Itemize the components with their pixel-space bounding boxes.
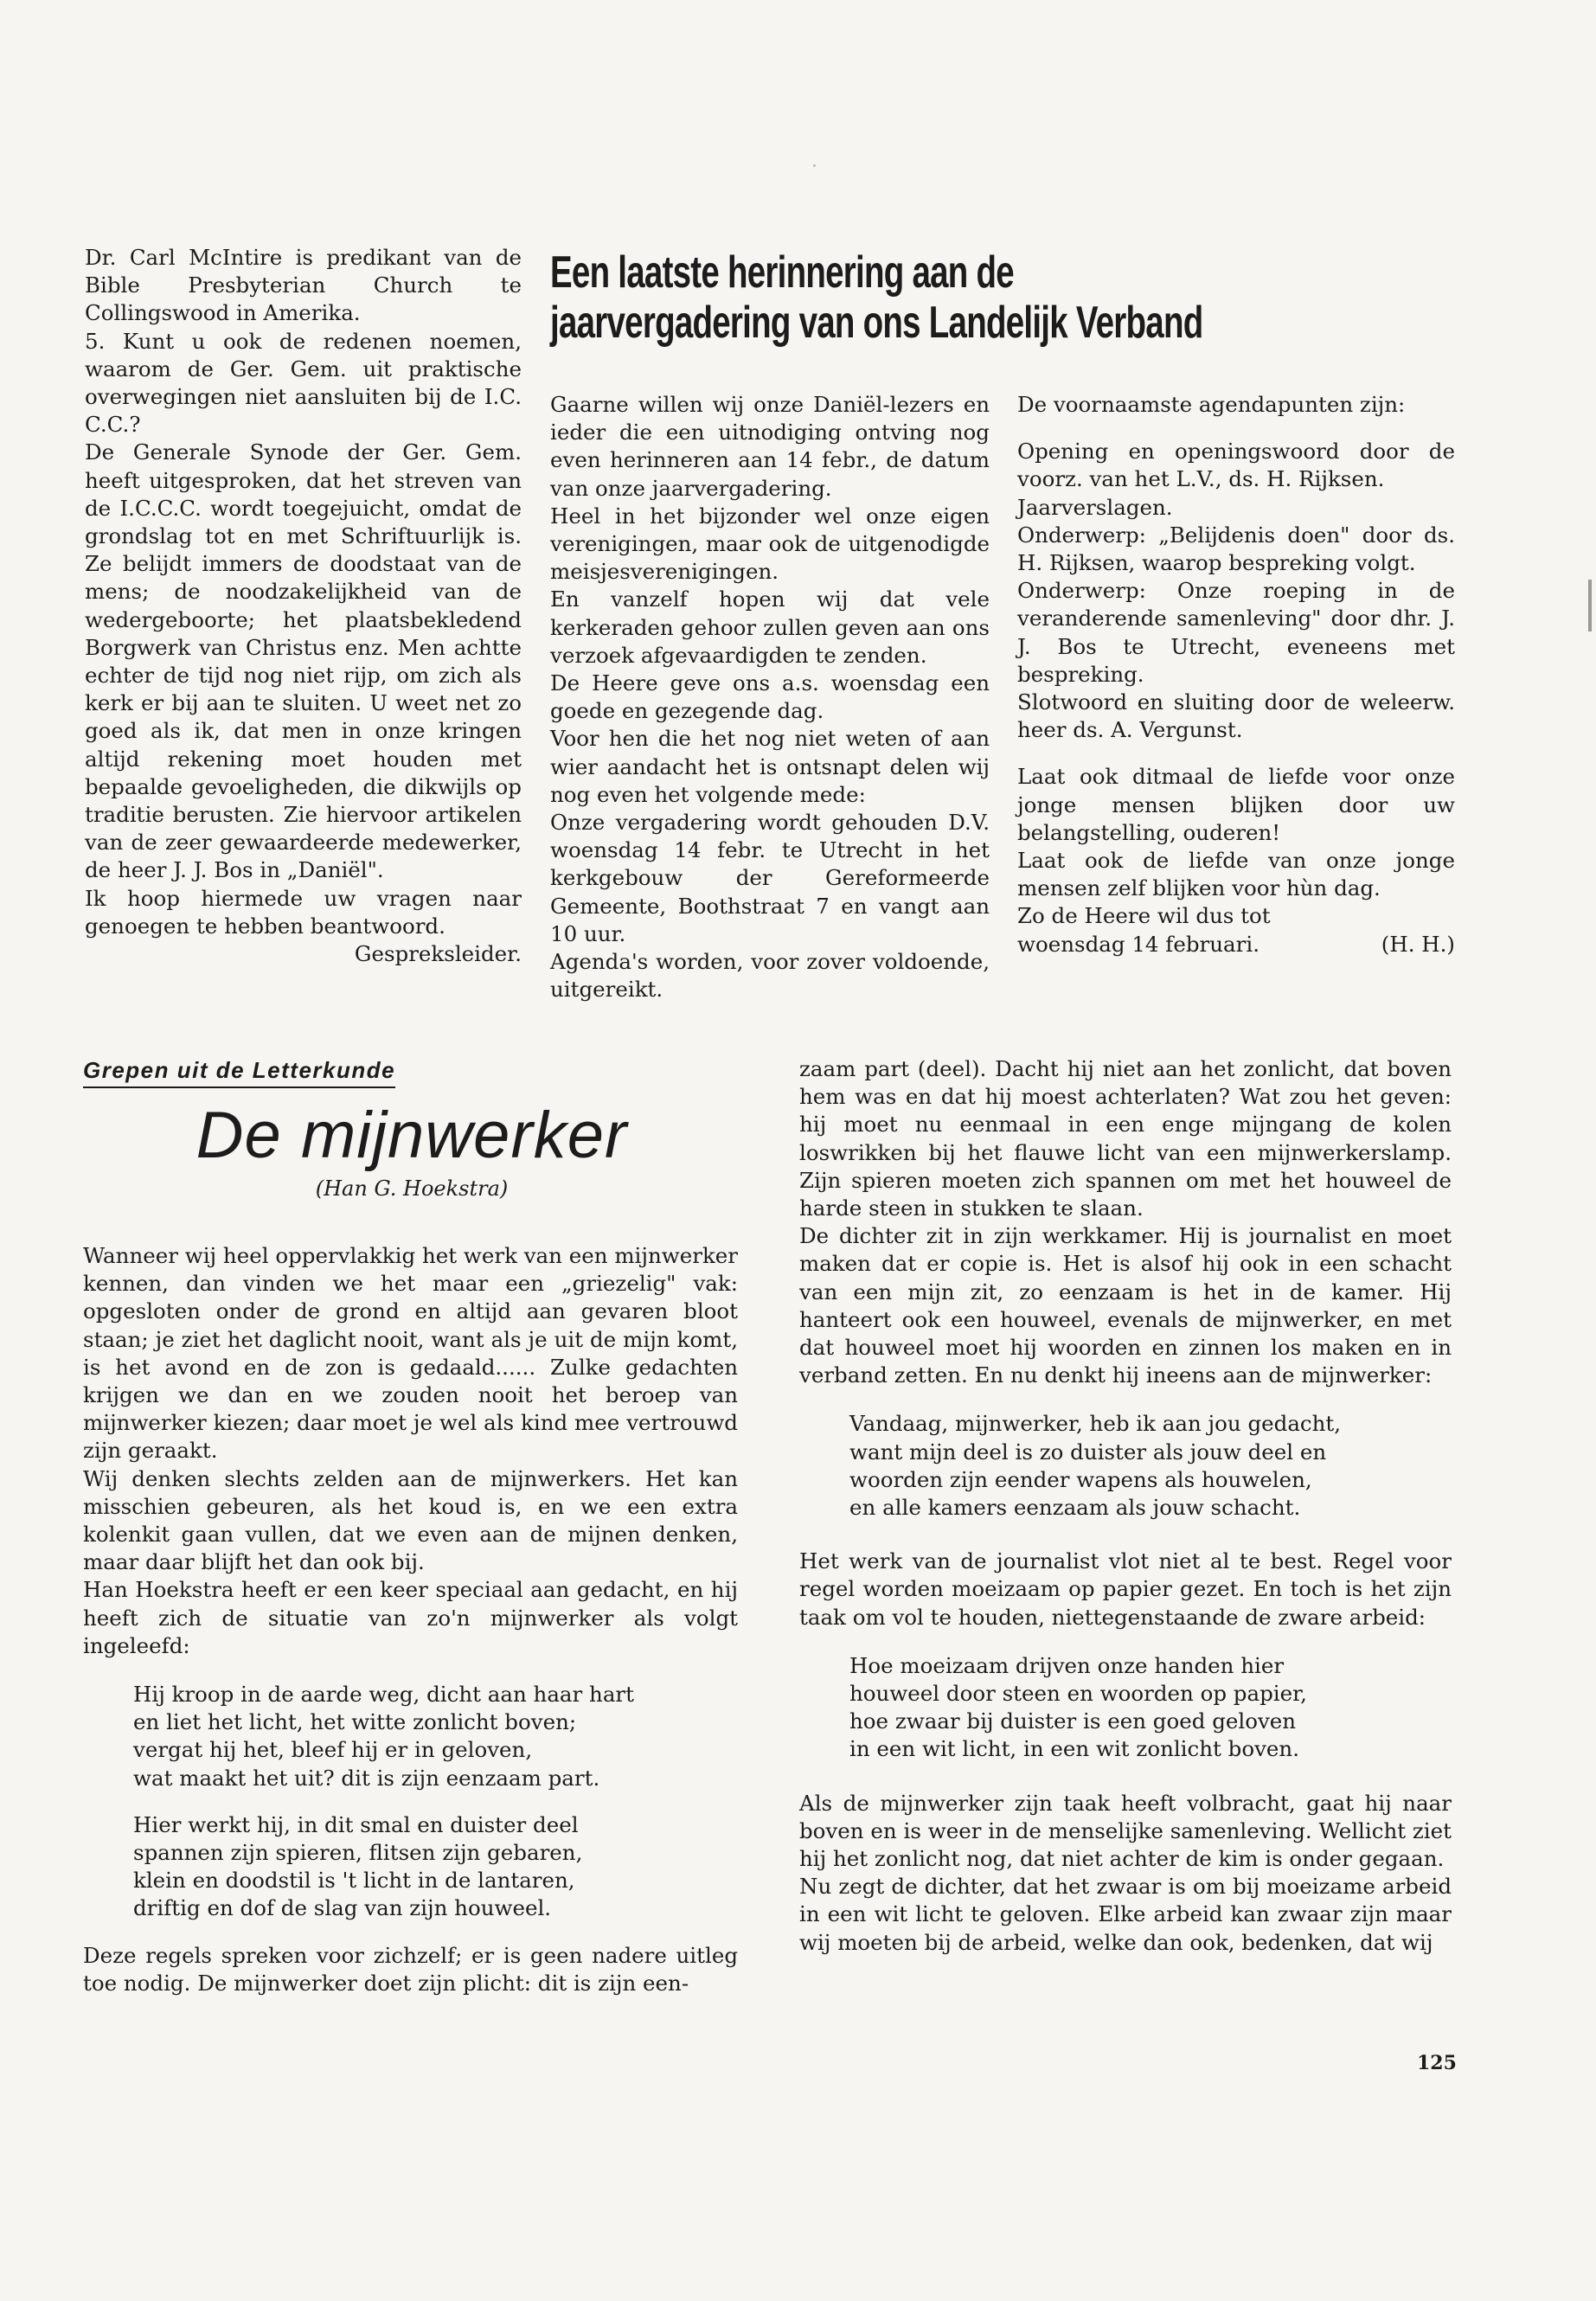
paragraph: Deze regels spreken voor zichzelf; er is geen nadere uitleg toe nodig. De mijnwerker doet zijn plicht: dit is zijn een- (83, 1942, 738, 1996)
agenda-item: Onderwerp: „Belijdenis doen" door ds. H. Rijksen, waarop bespreking volgt. (1017, 522, 1455, 576)
paragraph: Wij denken slechts zelden aan de mijnwerkers. Het kan misschien gebeuren, als het koud is, en we een extra kolenkit gaan vullen, dat we even aan de mijnen denken, maar daar blijft het dan ook bij. (83, 1465, 738, 1575)
scan-speck (813, 164, 816, 167)
poem-line: hoe zwaar bij duister is een goed geloven (849, 1708, 1297, 1734)
article1-column-2 (1017, 391, 1455, 958)
poem-line: wat maakt het uit? dit is zijn eenzaam part. (133, 1765, 600, 1791)
poem-line: in een wit licht, in een wit zonlicht boven. (849, 1736, 1299, 1762)
paragraph: Als de mijnwerker zijn taak heeft volbracht, gaat hij naar boven en is weer in de menselijke samenleving. Wellicht ziet hij het zonlicht nog, dat niet achter de kim is onder gegaan. (799, 1790, 1452, 1872)
agenda-intro: De voornaamste agendapunten zijn: (1017, 392, 1406, 417)
paragraph: Voor hen die het nog niet weten of aan wier aandacht het is ontsnapt delen wij nog even het volgende mede: (550, 726, 990, 807)
paragraph: Onze vergadering wordt gehouden D.V. woensdag 14 febr. te Utrecht in het kerkgebouw der Gereformeerde Gemeente, Boothstraat 7 en vangt aan 10 uur. (550, 810, 990, 946)
poem-line: houweel door steen en woorden op papier, (849, 1681, 1307, 1707)
poem-line: en liet het licht, het witte zonlicht boven; (133, 1709, 577, 1735)
article1-column-1 (550, 391, 990, 1003)
poem-stanza (133, 1811, 738, 1923)
paragraph: zaam part (deel). Dacht hij niet aan het zonlicht, dat boven hem was en dat hij moest achterlaten? Wat zou het geven: hij moet nu eenmaal in een enge mijngang de kolen loswrikken bij het flauwe licht van een mijnwerkerslamp. Zijn spieren moeten zich spannen om met het houweel de harde steen in stukken te slaan. (799, 1056, 1452, 1221)
article2-kicker-wrap (83, 1057, 395, 1088)
article-title: De mijnwerker (195, 1099, 628, 1172)
paragraph: En vanzelf hopen wij dat vele kerkeraden gehoor zullen geven aan ons verzoek afgevaardigden te zenden. (550, 586, 990, 668)
article-headline (550, 247, 1536, 348)
paragraph: 5. Kunt u ook de redenen noemen, waarom de Ger. Gem. uit praktische overwegingen niet aansluiten bij de I.C. C.C.? (85, 328, 522, 438)
paragraph: Het werk van de journalist vlot niet al te best. Regel voor regel worden moeizaam op papier gezet. En toch is het zijn taak om vol te houden, niettegenstaande de zware arbeid: (799, 1548, 1452, 1630)
article2-left-column (83, 1242, 738, 1997)
paragraph: Han Hoekstra heeft er een keer speciaal aan gedacht, en hij heeft zich de situatie van zo'n mijnwerker als volgt ingeleefd: (83, 1577, 738, 1658)
agenda-item: Jaarverslagen. (1017, 494, 1173, 520)
paragraph: De Generale Synode der Ger. Gem. heeft uitgesproken, dat het streven van de I.C.C.C. wordt toegejuicht, omdat de grondslag tot en met Schriftuurlijk is. Ze belijdt immers de doodstaat van de mens; de noodzakelijkheid van de wedergeboorte; het plaatsbekledend Borgwerk van Christus enz. Men achtte echter de tijd nog niet rijp, om zich als kerk er bij aan te sluiten. U weet net zo goed als ik, dat men in onze kringen altijd rekening moet houden met bepaalde gevoeligheden, die dikwijls op traditie berusten. Zie hiervoor artikelen van de zeer gewaardeerde medewerker, de heer J. J. Bos in „Daniël". (85, 439, 522, 883)
headline-line-1: Een laatste herinnering aan de (550, 247, 1014, 298)
paragraph: Ik hoop hiermede uw vragen naar genoegen te hebben beantwoord. (85, 885, 522, 939)
section-kicker: Grepen uit de Letterkunde (83, 1057, 395, 1088)
paragraph: Wanneer wij heel oppervlakkig het werk van een mijnwerker kennen, dan vinden we het maar een „griezelig" vak: opgesloten onder de grond en altijd aan gevaren bloot staan; je ziet het daglicht nooit, want als je uit de mijn komt, is het avond en de zon is gedaald...... Zulke gedachten krijgen we dan en we zouden nooit het beroep van mijnwerker kiezen; daar moet je wel als kind mee vertrouwd zijn geraakt. (83, 1243, 738, 1464)
poem-line: Hier werkt hij, in dit smal en duister deel (133, 1811, 579, 1837)
poem-line: vergat hij het, bleef hij er in geloven, (133, 1737, 533, 1763)
article2-title-wrap (83, 1099, 740, 1201)
poem-line: klein en doodstil is 't licht in de lantaren, (133, 1868, 575, 1894)
poem-line: want mijn deel is zo duister als jouw deel en (849, 1439, 1327, 1465)
paragraph: Heel in het bijzonder wel onze eigen verenigingen, maar ook de uitgenodigde meisjesverenigingen. (550, 503, 990, 585)
paragraph: De Heere geve ons a.s. woensdag een goede en gezegende dag. (550, 670, 990, 724)
left-top-column (85, 244, 522, 968)
poem-line: driftig en dof de slag van zijn houweel. (133, 1895, 552, 1921)
poem-stanza (133, 1681, 738, 1792)
poem-line: Vandaag, mijnwerker, heb ik aan jou gedacht, (849, 1411, 1342, 1437)
poem-stanza (849, 1652, 1452, 1764)
agenda-item: Opening en openingswoord door de voorz. van het L.V., ds. H. Rijksen. (1017, 439, 1455, 492)
poem-line: Hij kroop in de aarde weg, dicht aan haar hart (133, 1682, 634, 1708)
byline: (Han G. Hoekstra) (315, 1176, 509, 1201)
paragraph: Laat ook de liefde van onze jonge mensen zelf blijken voor hùn dag. (1017, 848, 1455, 901)
headline-line-2: jaarvergadering van ons Landelijk Verband (550, 298, 1203, 348)
paragraph: Gaarne willen wij onze Daniël-lezers en ieder die een uitnodiging ontving nog even herinneren aan 14 febr., de datum van onze jaarvergadering. (550, 392, 990, 501)
article2-right-column (799, 1055, 1452, 1957)
paragraph: Agenda's worden, voor zover voldoende, uitgereikt. (550, 949, 990, 1003)
paragraph: De dichter zit in zijn werkkamer. Hij is journalist en moet maken dat er copie is. Het is alsof hij ook in een schacht van een mijn zit, zo eenzaam is het in de kamer. Hij hanteert ook een houweel, evenals de mijnwerker, en met dat houweel moet hij woorden en zinnen los maken en in verband zetten. En nu denkt hij ineens aan de mijnwerker: (799, 1223, 1452, 1388)
scan-edge-mark (1588, 580, 1592, 631)
paragraph: Dr. Carl McIntire is predikant van de Bible Presbyterian Church te Collingswood in Amerika. (85, 245, 522, 326)
poem-line: Hoe moeizaam drijven onze handen hier (849, 1652, 1285, 1678)
poem-line: en alle kamers eenzaam als jouw schacht. (849, 1495, 1301, 1521)
poem-stanza (849, 1410, 1452, 1522)
poem-line: spannen zijn spieren, flitsen zijn gebaren, (133, 1840, 583, 1866)
page-number: 125 (1417, 2052, 1457, 2074)
author-initials: (H. H.) (1381, 931, 1455, 957)
signature: Gespreksleider. (354, 941, 522, 967)
paragraph: Zo de Heere wil dus tot woensdag 14 februari. (1017, 903, 1271, 957)
agenda-item: Onderwerp: Onze roeping in de veranderende samenleving" door dhr. J. J. Bos te Utrecht, eveneens met bespreking. (1017, 578, 1455, 687)
paragraph: Laat ook ditmaal de liefde voor onze jonge mensen blijken door uw belangstelling, ouderen! (1017, 764, 1455, 845)
agenda-item: Slotwoord en sluiting door de weleerw. heer ds. A. Vergunst. (1017, 689, 1455, 743)
paragraph: Nu zegt de dichter, dat het zwaar is om bij moeizame arbeid in een wit licht te geloven. Elke arbeid kan zwaar zijn maar wij moeten bij de arbeid, welke dan ook, bedenken, dat wij (799, 1874, 1452, 1955)
poem-line: woorden zijn eender wapens als houwelen, (849, 1466, 1312, 1492)
